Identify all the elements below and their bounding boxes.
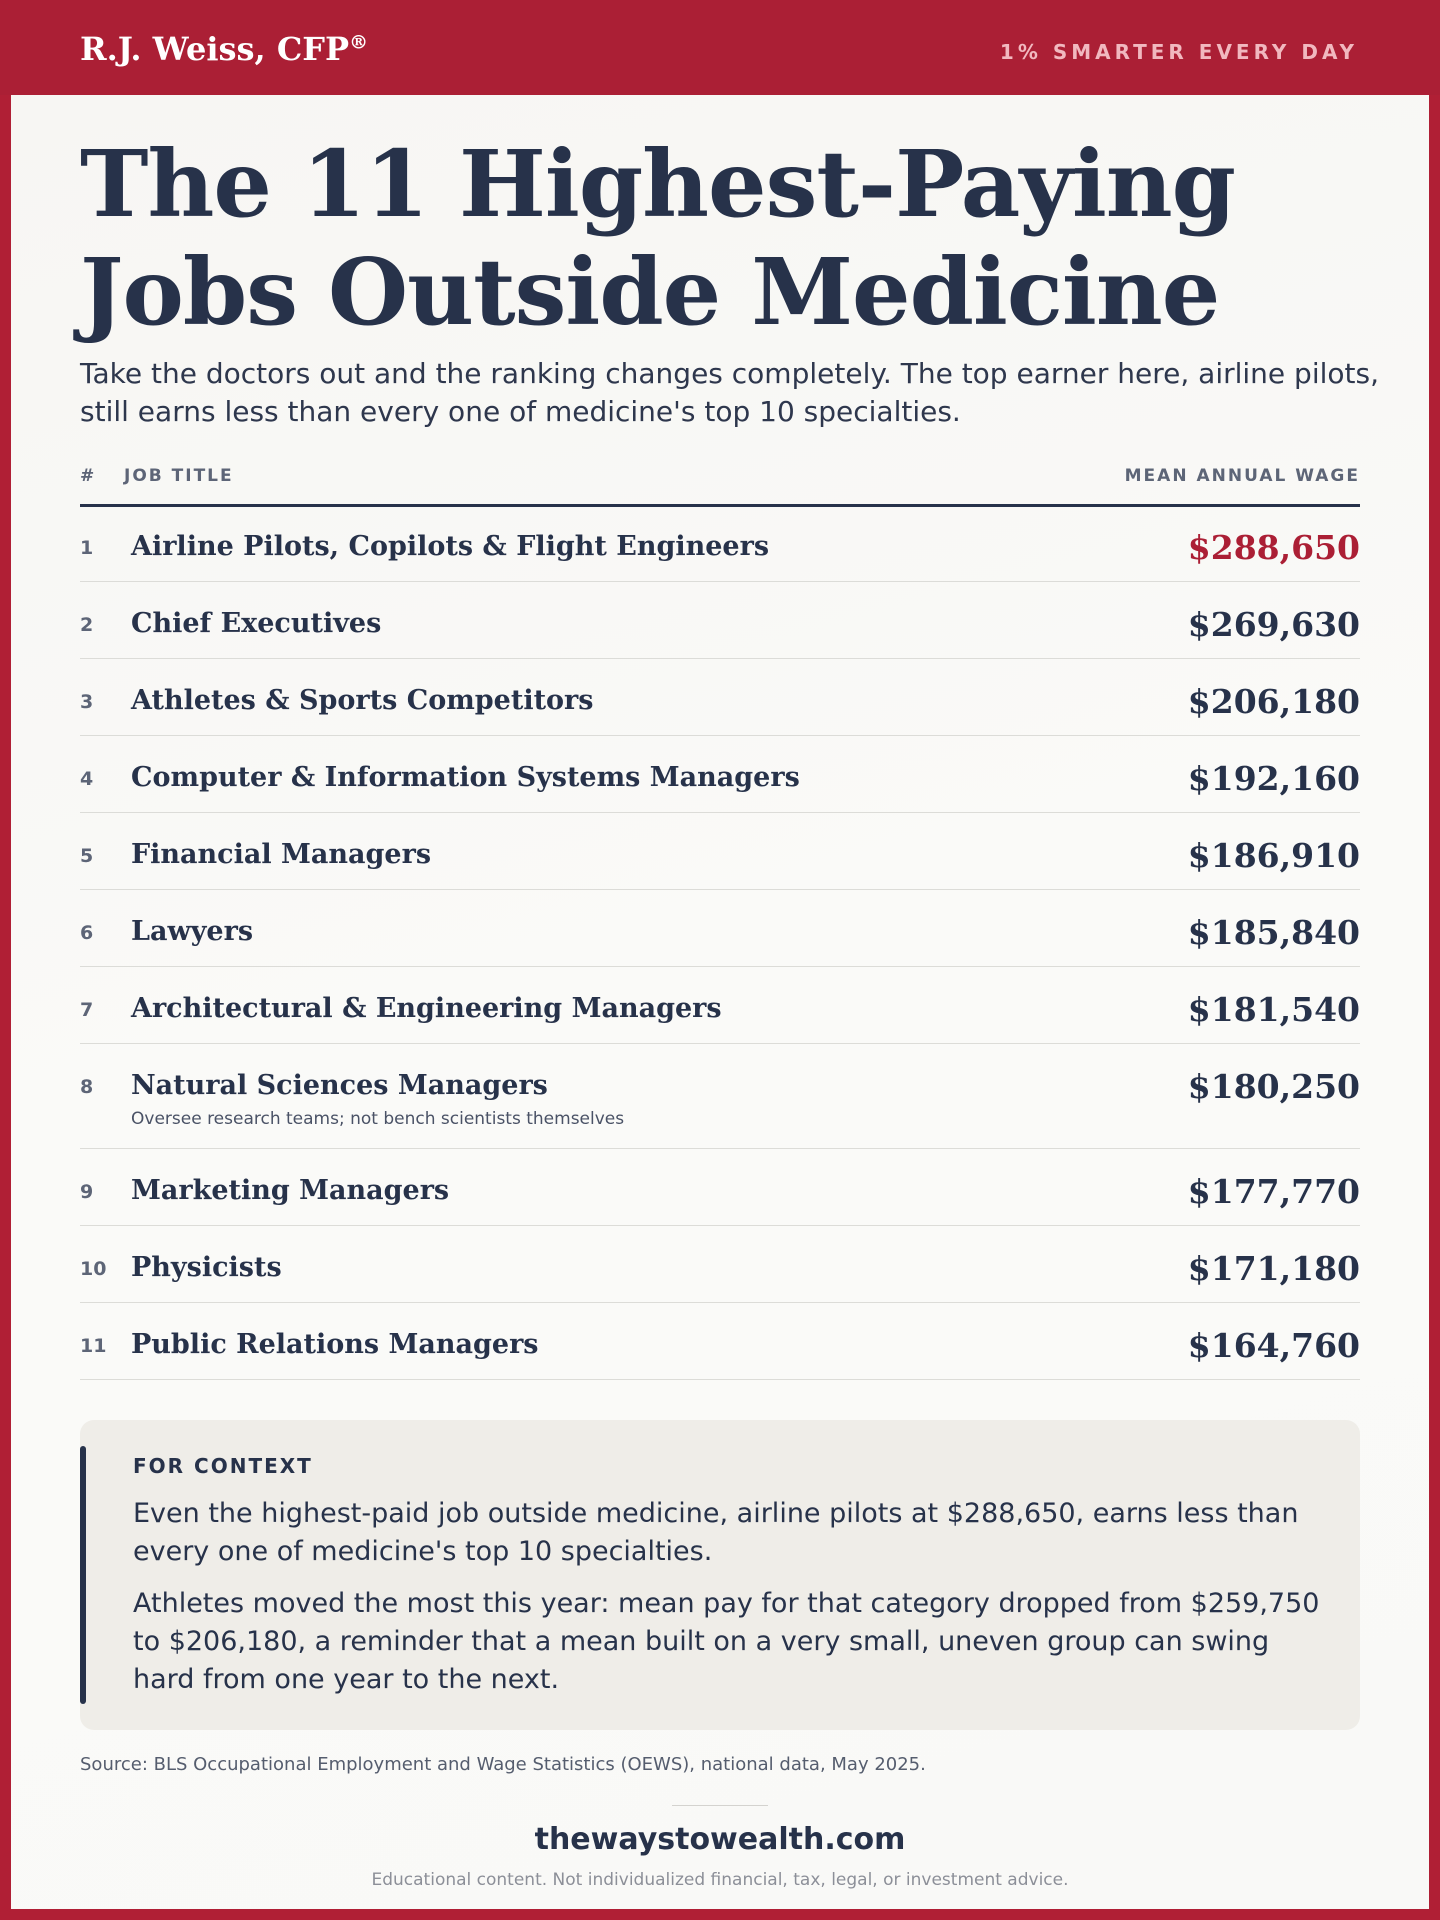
header-mean-wage: MEAN ANNUAL WAGE	[1124, 466, 1360, 486]
header-job-title: JOB TITLE	[124, 466, 234, 486]
tagline: 1% SMARTER EVERY DAY	[999, 40, 1358, 64]
row-job-title: Chief Executives	[131, 608, 382, 639]
header-rank: #	[80, 466, 97, 486]
table-header	[80, 460, 1360, 507]
source-note: Source: BLS Occupational Employment and Wage Statistics (OEWS), national data, May 2025.	[80, 1754, 926, 1775]
title-line-2: Jobs Outside Medicine	[80, 238, 1220, 346]
row-job-title: Financial Managers	[131, 839, 432, 870]
website-link[interactable]: thewaystowealth.com	[534, 1822, 906, 1857]
row-rank: 2	[80, 614, 94, 636]
row-rank: 7	[80, 999, 94, 1021]
table-row	[80, 1303, 1360, 1380]
row-rank: 6	[80, 922, 94, 944]
row-wage: $192,160	[1187, 759, 1360, 798]
table-row	[80, 582, 1360, 659]
row-job-title: Physicists	[131, 1252, 282, 1283]
row-wage: $181,540	[1187, 990, 1360, 1029]
row-rank: 1	[80, 537, 94, 559]
row-wage: $186,910	[1187, 836, 1360, 875]
row-rank: 10	[80, 1258, 107, 1280]
table-row	[80, 1149, 1360, 1226]
wage-table	[80, 505, 1360, 1380]
row-job-title: Natural Sciences Managers	[131, 1070, 548, 1101]
brand-name	[80, 30, 368, 68]
callout-accent-bar	[80, 1446, 86, 1704]
row-wage: $180,250	[1187, 1067, 1360, 1106]
row-note: Oversee research teams; not bench scientists themselves	[131, 1109, 625, 1129]
title-line-1: The 11 Highest-Paying	[80, 130, 1236, 238]
table-row	[80, 1226, 1360, 1303]
disclaimer: Educational content. Not individualized financial, tax, legal, or investment advice.	[371, 1870, 1069, 1890]
row-job-title: Lawyers	[131, 916, 254, 947]
context-callout	[80, 1420, 1360, 1730]
row-wage: $177,770	[1187, 1172, 1360, 1211]
table-row	[80, 505, 1360, 582]
footer-divider	[672, 1805, 768, 1806]
row-wage: $206,180	[1187, 682, 1360, 721]
row-wage: $185,840	[1187, 913, 1360, 952]
row-job-title: Airline Pilots, Copilots & Flight Engineers	[131, 531, 770, 562]
row-job-title: Architectural & Engineering Managers	[131, 993, 722, 1024]
row-job-title: Computer & Information Systems Managers	[131, 762, 800, 793]
row-rank: 11	[80, 1335, 107, 1357]
row-wage: $269,630	[1187, 605, 1360, 644]
row-rank: 5	[80, 845, 94, 867]
row-rank: 9	[80, 1181, 94, 1203]
callout-paragraph-2: Athletes moved the most this year: mean pay for that category dropped from $259,750 to $206,180, a reminder that a mean built on a very small, uneven group can swing hard from one year to the next.	[133, 1588, 1320, 1695]
table-row	[80, 1044, 1360, 1149]
row-rank: 4	[80, 768, 94, 790]
callout-paragraph-1: Even the highest-paid job outside medicine, airline pilots at $288,650, earns less than every one of medicine's top 10 specialties.	[133, 1498, 1299, 1567]
page-title	[80, 130, 1380, 346]
brand-text: R.J. Weiss, CFP	[80, 30, 350, 68]
table-row	[80, 659, 1360, 736]
row-wage: $164,760	[1187, 1326, 1360, 1365]
table-row	[80, 967, 1360, 1044]
table-row	[80, 890, 1360, 967]
registered-mark: ®	[349, 31, 369, 54]
row-job-title: Athletes & Sports Competitors	[131, 685, 594, 716]
header-bar	[0, 0, 1440, 95]
table-row	[80, 813, 1360, 890]
row-rank: 3	[80, 691, 94, 713]
callout-label: FOR CONTEXT	[133, 1454, 313, 1478]
subtitle: Take the doctors out and the ranking changes completely. The top earner here, airline pilots, still earns less than every one of medicine's top 10 specialties.	[80, 357, 1379, 428]
row-wage: $288,650	[1187, 528, 1360, 567]
row-wage: $171,180	[1187, 1249, 1360, 1288]
table-row	[80, 736, 1360, 813]
row-rank: 8	[80, 1076, 94, 1098]
row-job-title: Public Relations Managers	[131, 1329, 539, 1360]
row-job-title: Marketing Managers	[131, 1175, 450, 1206]
